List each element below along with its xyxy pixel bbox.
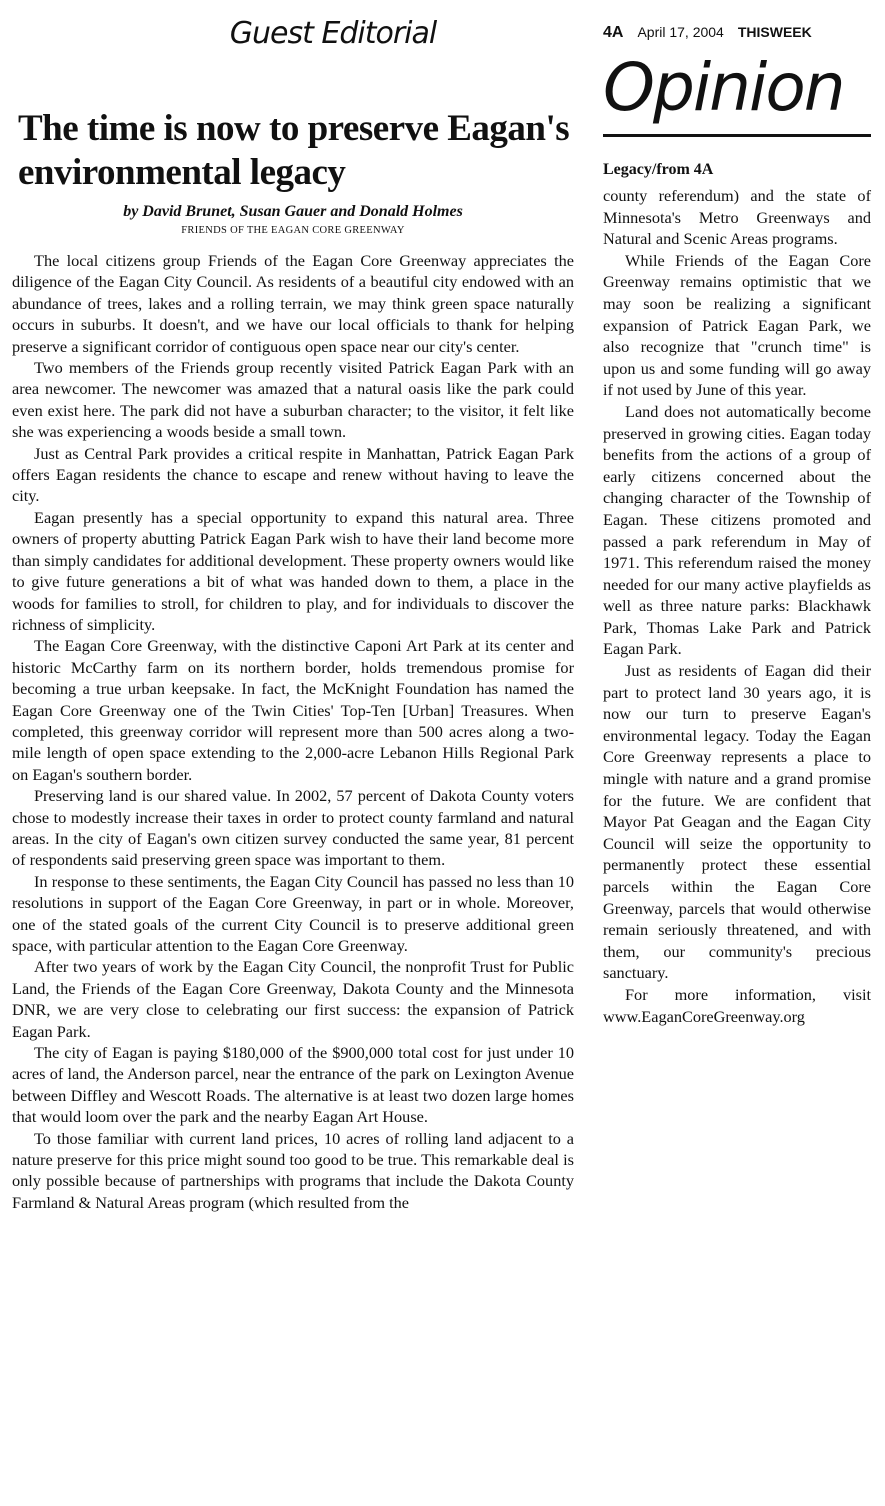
- paper-name: THISWEEK: [737, 24, 812, 40]
- editorial-column: [12, 0, 574, 1213]
- paragraph: Two members of the Friends group recently visited Patrick Eagan Park with an area newcomer. The newcomer was amazed that a natural oasis like the park could even exist here. The park did not have a suburban character; to the visitor, it felt like she was experiencing a woods beside a small town.: [12, 358, 574, 442]
- article-body: [12, 250, 574, 1213]
- continued-body: [603, 185, 871, 1027]
- paragraph: Just as residents of Eagan did their part to protect land 30 years ago, it is now our turn to preserve Eagan's environmental legacy. Today the Eagan Core Greenway represents a place to mingle with nature and a grand promise for the future. We are confident that Mayor Pat Geagan and the Eagan City Council will seize the opportunity to permanently protect these essential parcels within the Eagan Core Greenway, parcels that would otherwise remain seriously threatened, and with them, our community's precious sanctuary.: [603, 661, 871, 983]
- headline: The time is now to preserve Eagan's environmental legacy: [18, 108, 570, 193]
- page-number: 4A: [603, 24, 624, 41]
- paragraph: While Friends of the Eagan Core Greenway remains optimistic that we may soon be realizing a significant expansion of Patrick Eagan Park, we also recognize that "crunch time" is upon us and some funding will go away if not used by June of this year.: [603, 250, 871, 400]
- byline: by David Brunet, Susan Gauer and Donald Holmes: [123, 203, 463, 220]
- paragraph: After two years of work by the Eagan City Council, the nonprofit Trust for Public Land, the Friends of the Eagan Core Greenway, Dakota County and the Minnesota DNR, we are very close to celebrating our first success: the expansion of Patrick Eagan Park.: [12, 957, 574, 1041]
- paragraph: Eagan presently has a special opportunity to expand this natural area. Three owners of property abutting Patrick Eagan Park wish to have their land become more than simply candidates for additional development. These property owners would like to give future generations a bit of what was handed down to them, a place in the woods for families to stroll, for children to play, and for individuals to discover the richness of simplicity.: [12, 507, 574, 634]
- paragraph: Land does not automatically become preserved in growing cities. Eagan today benefits from the actions of a group of early citizens concerned about the changing character of the Township of Eagan. These citizens promoted and passed a park referendum in May of 1971. This referendum raised the money needed for our many active playfields as well as three nature parks: Blackhawk Park, Thomas Lake Park and Patrick Eagan Park.: [603, 401, 871, 659]
- section-kicker: Guest Editorial: [229, 16, 437, 51]
- section-title: Opinion: [603, 50, 871, 137]
- page-masthead: [603, 24, 871, 42]
- issue-date: April 17, 2004: [637, 24, 724, 40]
- jump-head: Legacy/from 4A: [603, 161, 714, 178]
- paragraph: county referendum) and the state of Minnesota's Metro Greenways and Natural and Scenic Areas programs.: [603, 186, 871, 249]
- paragraph: The city of Eagan is paying $180,000 of the $900,000 total cost for just under 10 acres of land, the Anderson parcel, near the entrance of the park on Lexington Avenue between Diffley and Wescott Roads. The alternative is at least two dozen large homes that would loom over the park and the nearby Eagan Art House.: [12, 1043, 574, 1127]
- paragraph: The Eagan Core Greenway, with the distinctive Caponi Art Park at its center and historic McCarthy farm on its northern border, holds tremendous promise for becoming a true urban keepsake. In fact, the McKnight Foundation has named the Eagan Core Greenway one of the Twin Cities' Top-Ten [Urban] Treasures. When completed, this greenway corridor will represent more than 500 acres along a two-mile length of open space extending to the 2,000-acre Lebanon Hills Regional Park on Eagan's southern border.: [12, 636, 574, 784]
- author-affiliation: FRIENDS OF THE EAGAN CORE GREENWAY: [181, 225, 405, 236]
- paragraph: Just as Central Park provides a critical respite in Manhattan, Patrick Eagan Park offers Eagan residents the chance to escape and renew without having to leave the city.: [12, 443, 574, 506]
- paragraph: For more information, visit www.EaganCoreGreenway.org: [603, 984, 871, 1026]
- paragraph: Preserving land is our shared value. In 2002, 57 percent of Dakota County voters chose to modestly increase their taxes in order to protect county farmland and natural areas. In the city of Eagan's own citizen survey conducted the same year, 81 percent of respondents said preserving green space was important to them.: [12, 786, 574, 870]
- paragraph: To those familiar with current land prices, 10 acres of rolling land adjacent to a nature preserve for this price might sound too good to be true. This remarkable deal is only possible because of partnerships with programs that include the Dakota County Farmland & Natural Areas program (which resulted from the: [12, 1128, 574, 1212]
- paragraph: The local citizens group Friends of the Eagan Core Greenway appreciates the diligence of the Eagan City Council. As residents of a beautiful city endowed with an abundance of trees, lakes and a rolling terrain, we may think green space naturally occurs in suburbs. It doesn't, and we have our local officials to thank for helping preserve a significant corridor of contiguous open space near our city's center.: [12, 251, 574, 356]
- paragraph: In response to these sentiments, the Eagan City Council has passed no less than 10 resolutions in support of the Eagan Core Greenway, in part or in whole. Moreover, one of the stated goals of the current City Council is to preserve additional green space, with particular attention to the Eagan Core Greenway.: [12, 871, 574, 955]
- opinion-column: [603, 0, 871, 1027]
